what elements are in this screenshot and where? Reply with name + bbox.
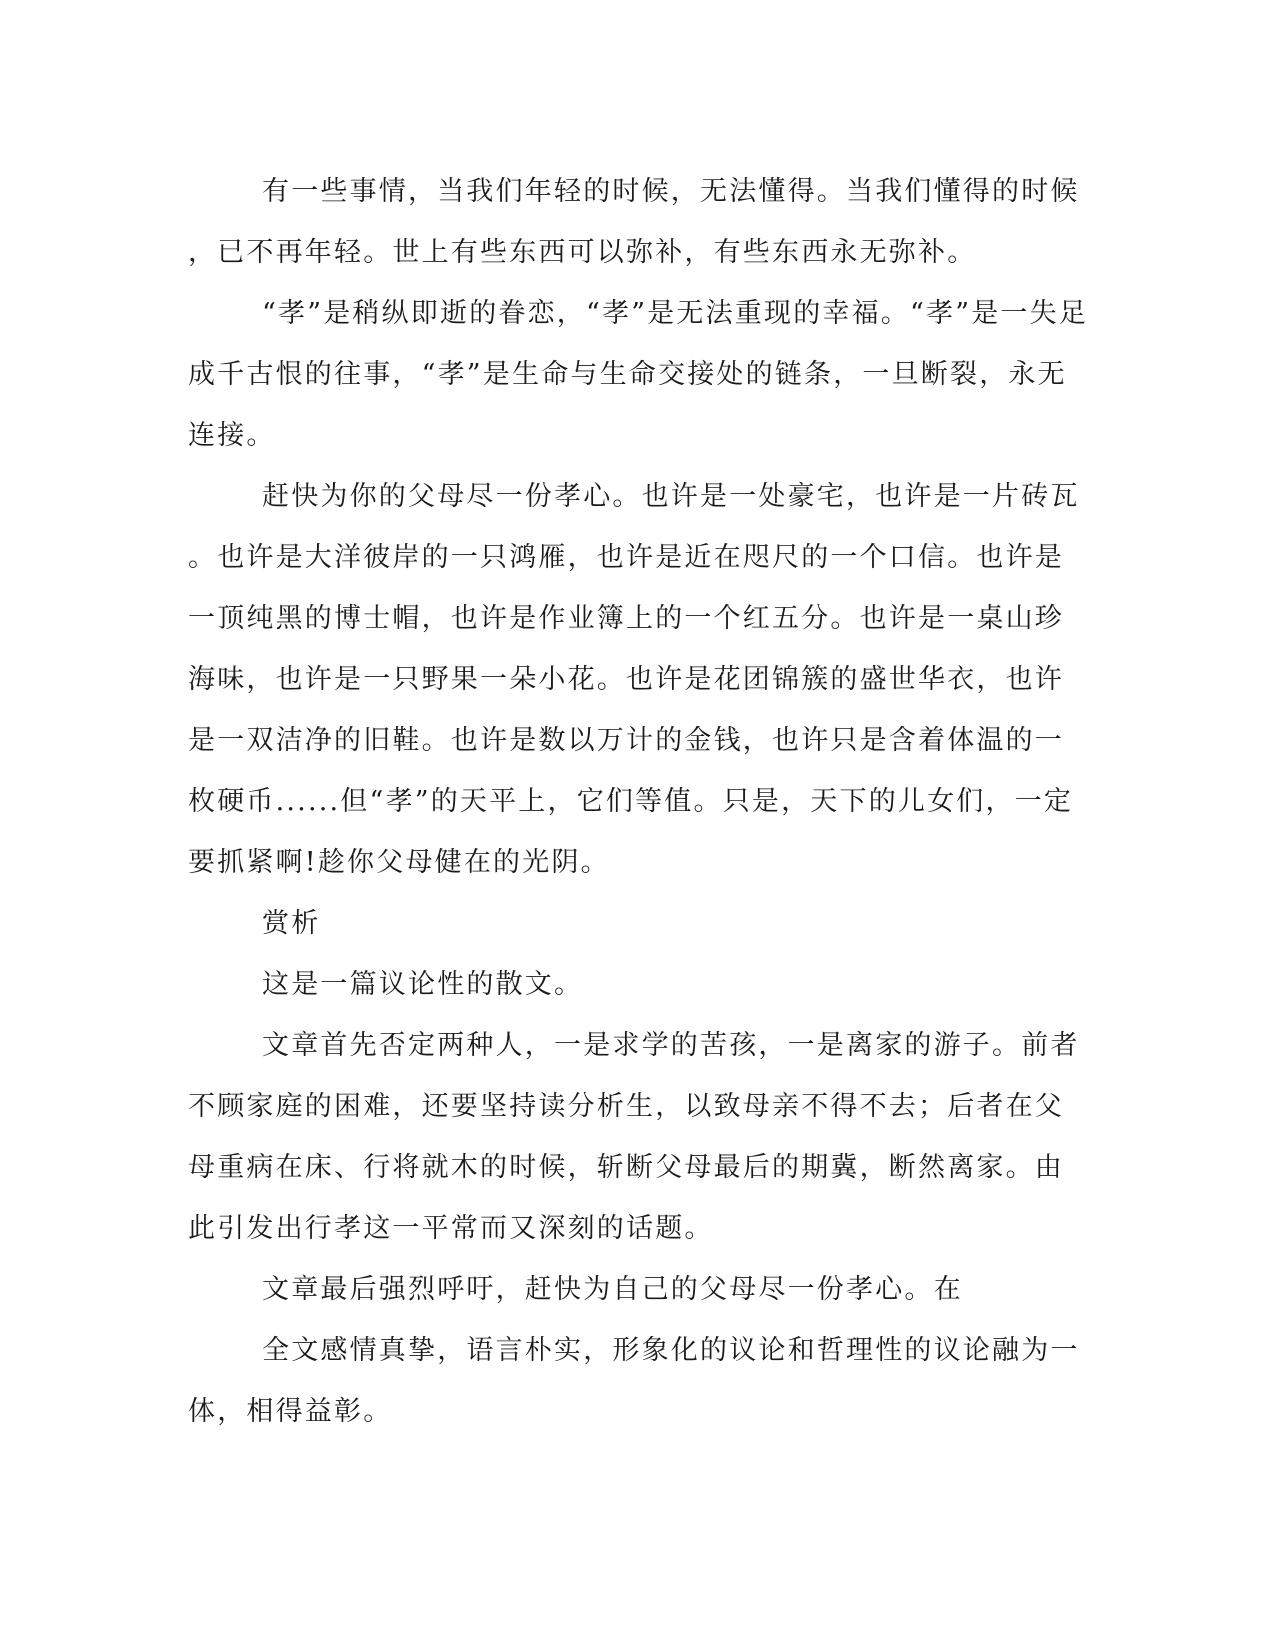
paragraph-3	[188, 466, 1088, 893]
text-line: 有一些事情，当我们年轻的时候，无法懂得。当我们懂得的时候	[262, 176, 1080, 207]
text-line: “孝”是稍纵即逝的眷恋，“孝”是无法重现的幸福。“孝”是一失足	[262, 298, 1089, 329]
text-line: 文章最后强烈呼吁，赶快为自己的父母尽一份孝心。在	[262, 1274, 963, 1305]
text-line: 要抓紧啊!趁你父母健在的光阴。	[188, 847, 610, 878]
text-line: 全文感情真挚，语言朴实，形象化的议论和哲理性的议论融为一	[262, 1335, 1080, 1366]
text-line: 一顶纯黑的博士帽，也许是作业簿上的一个红五分。也许是一桌山珍	[188, 603, 1064, 634]
text-line: 连接。	[188, 420, 276, 451]
paragraph-1	[188, 161, 1088, 283]
text-line: ，已不再年轻。世上有些东西可以弥补，有些东西永无弥补。	[188, 237, 977, 268]
text-line: 成千古恨的往事，“孝”是生命与生命交接处的链条，一旦断裂，永无	[188, 359, 1067, 390]
text-line: 体，相得益彰。	[188, 1396, 393, 1427]
section-heading-appreciation	[188, 893, 1088, 954]
text-line: 海味，也许是一只野果一朵小花。也许是花团锦簇的盛世华衣，也许	[188, 664, 1064, 695]
paragraph-2	[188, 283, 1088, 466]
text-line: 母重病在床、行将就木的时候，斩断父母最后的期冀，断然离家。由	[188, 1152, 1064, 1183]
text-line: 是一双洁净的旧鞋。也许是数以万计的金钱，也许只是含着体温的一	[188, 725, 1064, 756]
paragraph-6	[188, 1015, 1088, 1259]
text-line: 不顾家庭的困难，还要坚持读分析生，以致母亲不得不去；后者在父	[188, 1091, 1064, 1122]
document-body	[188, 161, 1088, 1442]
text-line: 此引发出行孝这一平常而又深刻的话题。	[188, 1213, 714, 1244]
text-line: 赶快为你的父母尽一份孝心。也许是一处豪宅，也许是一片砖瓦	[262, 481, 1080, 512]
paragraph-7	[188, 1259, 1088, 1320]
text-line: 枚硬币......但“孝”的天平上，它们等值。只是，天下的儿女们，一定	[188, 786, 1074, 817]
text-line: 文章首先否定两种人，一是求学的苦孩，一是离家的游子。前者	[262, 1030, 1080, 1061]
paragraph-8	[188, 1320, 1088, 1442]
text-line: 赏析	[262, 908, 321, 939]
text-line: 。也许是大洋彼岸的一只鸿雁，也许是近在咫尺的一个口信。也许是	[188, 542, 1064, 573]
paragraph-5	[188, 954, 1088, 1015]
text-line: 这是一篇议论性的散文。	[262, 969, 584, 1000]
